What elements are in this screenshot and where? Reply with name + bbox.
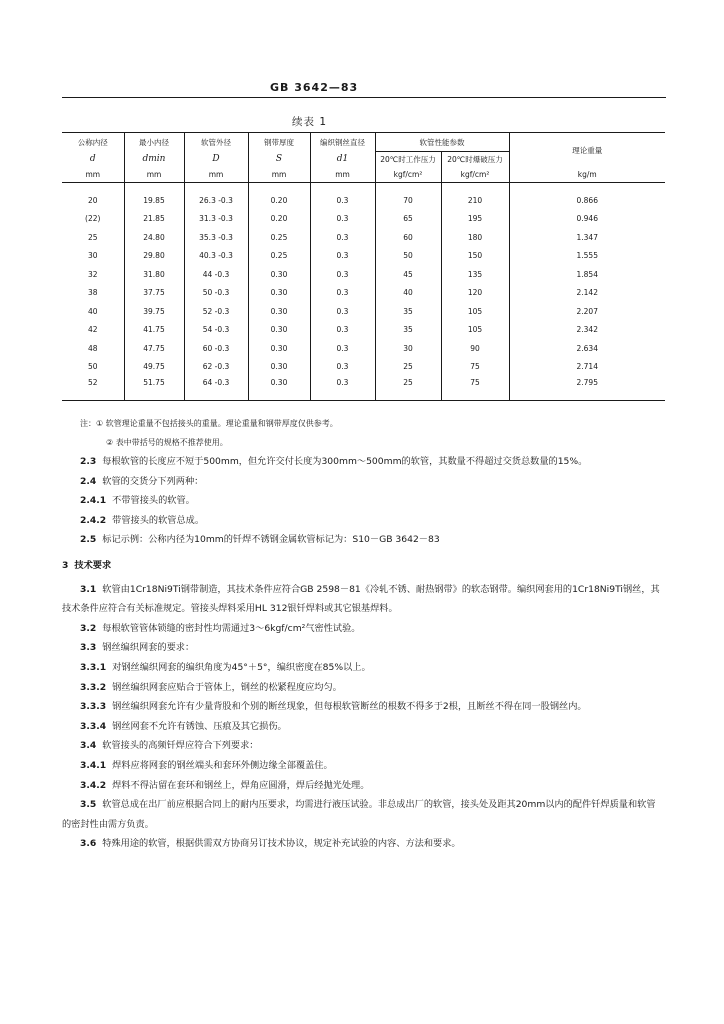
table-cell: 0.3 xyxy=(310,191,375,210)
table-cell: 26.3 -0.3 xyxy=(184,191,248,210)
table-cell: 1.854 xyxy=(509,265,665,284)
clause-text: 钢丝编织网套允许有少量背股和个别的断丝现象，但每根软管断丝的根数不得多于2根，且断丝不得在同一股钢丝内。 xyxy=(112,701,587,713)
clause-paragraph xyxy=(62,736,660,756)
table-cell: 44 -0.3 xyxy=(184,265,248,284)
table-cell: 150 xyxy=(441,247,509,266)
th-col5: 编织钢丝直径 xyxy=(310,133,375,152)
table-cell: 105 xyxy=(441,321,509,340)
table-cell: 180 xyxy=(441,228,509,247)
table-cell: 31.80 xyxy=(124,265,184,284)
clause-number: 3.4.1 xyxy=(80,759,107,771)
clause-number: 2.4.2 xyxy=(80,514,107,526)
table-row xyxy=(62,265,665,284)
clause-paragraph xyxy=(62,756,660,776)
table-notes xyxy=(80,414,338,452)
table-cell: 42 xyxy=(87,325,98,335)
table-cell: 0.3 xyxy=(310,358,375,377)
clause-number: 3.6 xyxy=(80,838,97,850)
table-cell: 0.866 xyxy=(509,191,665,210)
th-col3-unit: mm xyxy=(184,167,248,183)
table-row xyxy=(62,321,665,340)
clause-paragraph xyxy=(62,511,660,531)
table-cell: 20 xyxy=(87,195,98,205)
clause-paragraph xyxy=(62,580,660,619)
table-cell: 0.30 xyxy=(248,376,310,401)
table-cell: 49.75 xyxy=(124,358,184,377)
clause-text: 软管总成在出厂前应根据合同上的耐内压要求，均需进行液压试验。非总成出厂的软管，接头处及距其20mm以内的配件钎焊质量和软管的密封性由需方负责。 xyxy=(62,799,656,830)
table-cell: 35 xyxy=(375,321,441,340)
clause-number: 3.5 xyxy=(80,799,97,811)
table-cell: 1.347 xyxy=(509,228,665,247)
clause-paragraph xyxy=(62,658,660,678)
th-col8-unit: kg/m xyxy=(509,167,665,183)
clause-text: 软管接头的高频钎焊应符合下列要求： xyxy=(102,740,259,752)
table-cell: 64 -0.3 xyxy=(184,376,248,401)
th-col7-unit: kgf/cm² xyxy=(441,167,509,183)
clause-paragraph xyxy=(62,697,660,717)
table-cell: 52 xyxy=(62,376,124,401)
th-col5-symbol: d1 xyxy=(310,152,375,168)
table-cell: 21.85 xyxy=(124,210,184,229)
clause-text: 钢丝编织网套应贴合于管体上，钢丝的松紧程度应均匀。 xyxy=(112,681,342,693)
table-cell: 0.946 xyxy=(509,210,665,229)
table-caption: 续表 1 xyxy=(292,116,328,128)
th-perf-group: 软管性能参数 xyxy=(375,133,509,152)
table-cell: 0.3 xyxy=(310,302,375,321)
table-row xyxy=(62,210,665,229)
th-col1-unit: mm xyxy=(62,167,124,183)
table-cell: 2.714 xyxy=(509,358,665,377)
clause-text: 软管的交货分下列两种： xyxy=(102,475,204,487)
clause-number: 3 xyxy=(62,559,69,571)
table-row xyxy=(62,228,665,247)
table-cell: 70 xyxy=(375,191,441,210)
clause-number: 3.3.1 xyxy=(80,661,107,673)
table-cell: 41.75 xyxy=(124,321,184,340)
clause-text: 技术要求 xyxy=(74,559,112,571)
table-cell: 0.3 xyxy=(310,247,375,266)
table-cell: 0.3 xyxy=(310,265,375,284)
clause-number: 3.3.2 xyxy=(80,681,107,693)
th-col2: 最小内径 xyxy=(124,133,184,152)
table-cell: 24.80 xyxy=(124,228,184,247)
th-col3-symbol: D xyxy=(184,152,248,168)
th-col4-unit: mm xyxy=(248,167,310,183)
table-cell: 2.342 xyxy=(509,321,665,340)
table-cell: 0.3 xyxy=(310,210,375,229)
table-cell: 0.20 xyxy=(248,210,310,229)
clause-number: 3.3.3 xyxy=(80,701,107,713)
note-2: ② 表中带括号的规格不推荐使用。 xyxy=(106,438,228,447)
table-cell: 31.3 -0.3 xyxy=(184,210,248,229)
th-col6: 20℃时工作压力 xyxy=(375,152,441,168)
th-col4: 钢带厚度 xyxy=(248,133,310,152)
table-cell: 0.3 xyxy=(310,321,375,340)
table-cell: 120 xyxy=(441,284,509,303)
table-cell: 65 xyxy=(375,210,441,229)
table-cell: 25 xyxy=(87,232,98,242)
table-cell: 2.634 xyxy=(509,339,665,358)
clause-number: 3.4.2 xyxy=(80,779,107,791)
th-col3: 软管外径 xyxy=(184,133,248,152)
table-cell: 29.80 xyxy=(124,247,184,266)
clause-paragraph xyxy=(62,638,660,658)
table-cell: 0.30 xyxy=(248,265,310,284)
table-cell: 0.3 xyxy=(310,376,375,401)
clause-text: 不带管接头的软管。 xyxy=(112,495,195,507)
clause-paragraph xyxy=(62,834,660,854)
table-cell: 25 xyxy=(375,376,441,401)
table-cell: 39.75 xyxy=(124,302,184,321)
table-cell: 30 xyxy=(375,339,441,358)
table-cell: 50 xyxy=(375,247,441,266)
clause-text: 带管接头的软管总成。 xyxy=(112,514,205,526)
table-cell: 1.555 xyxy=(509,247,665,266)
table-cell: 210 xyxy=(441,191,509,210)
table-cell: 54 -0.3 xyxy=(184,321,248,340)
table-row xyxy=(62,302,665,321)
clause-text: 软管由1Cr18Ni9Ti钢带制造，其技术条件应符合GB 2598－81《冷轧不锈、耐热钢带》的软态钢带。编织网套用的1Cr18Ni9Ti钢丝，其技术条件应符合有关标准规定。管接头焊料采用HL 312银钎焊料或其它银基焊料。 xyxy=(62,583,660,615)
table-cell: 2.207 xyxy=(509,302,665,321)
table-cell: 37.75 xyxy=(124,284,184,303)
table-cell: 19.85 xyxy=(124,191,184,210)
clause-paragraph xyxy=(62,491,660,511)
clause-number: 2.3 xyxy=(80,456,97,467)
clause-paragraph xyxy=(62,776,660,796)
table-cell: 0.3 xyxy=(310,284,375,303)
clause-number: 2.5 xyxy=(80,534,97,546)
table-cell: 75 xyxy=(441,358,509,377)
clause-number: 2.4.1 xyxy=(80,495,107,507)
th-col1-symbol: d xyxy=(89,153,96,164)
note-1: 注：① 软管理论重量不包括接头的重量。理论重量和钢带厚度仅供参考。 xyxy=(80,419,338,428)
table-cell: 25 xyxy=(375,358,441,377)
table-cell: 52 -0.3 xyxy=(184,302,248,321)
table-cell: 60 -0.3 xyxy=(184,339,248,358)
clause-number: 3.2 xyxy=(80,622,97,634)
table-cell: 45 xyxy=(375,265,441,284)
th-col2-symbol: dmin xyxy=(124,152,184,168)
table-cell: 50 -0.3 xyxy=(184,284,248,303)
table-cell: 0.20 xyxy=(248,191,310,210)
clause-text: 焊料应将网套的钢丝端头和套环外侧边缘全部覆盖住。 xyxy=(112,759,333,771)
spec-table xyxy=(62,132,665,401)
table-row xyxy=(62,358,665,377)
table-cell: 35 xyxy=(375,302,441,321)
table-cell: 2.142 xyxy=(509,284,665,303)
clause-text: 特殊用途的软管，根据供需双方协商另订技术协议，规定补充试验的内容、方法和要求。 xyxy=(102,838,461,850)
table-cell: 40 xyxy=(375,284,441,303)
clause-paragraph xyxy=(62,678,660,698)
table-row xyxy=(62,284,665,303)
th-col6-unit: kgf/cm² xyxy=(375,167,441,183)
table-cell: 62 -0.3 xyxy=(184,358,248,377)
table-cell: 0.25 xyxy=(248,228,310,247)
clause-text: 焊料不得沾留在套环和钢丝上，焊角应圆滑，焊后经抛光处理。 xyxy=(112,779,370,791)
table-row xyxy=(62,247,665,266)
table-cell: 35.3 -0.3 xyxy=(184,228,248,247)
clause-paragraph xyxy=(62,472,660,492)
th-col2-unit: mm xyxy=(124,167,184,183)
clause-text: 钢丝网套不允许有锈蚀、压痕及其它损伤。 xyxy=(112,720,287,732)
clause-paragraph xyxy=(62,619,660,639)
table-cell: 2.795 xyxy=(509,376,665,401)
table-row xyxy=(62,339,665,358)
table-cell: 47.75 xyxy=(124,339,184,358)
table-cell: 0.30 xyxy=(248,284,310,303)
table-cell: 0.30 xyxy=(248,302,310,321)
th-col4-symbol: S xyxy=(248,152,310,168)
clause-number: 3.4 xyxy=(80,740,97,752)
table-cell: 135 xyxy=(441,265,509,284)
clause-paragraph xyxy=(62,530,660,550)
table-cell: 0.3 xyxy=(310,228,375,247)
table-row xyxy=(62,376,665,401)
table-cell: 40 xyxy=(87,306,98,316)
clause-number: 2.4 xyxy=(80,475,97,487)
clause-text: 每根软管管体锁缝的密封性均需通过3～6kgf/cm²气密性试验。 xyxy=(102,622,361,634)
clause-number: 3.1 xyxy=(80,583,97,595)
body-text xyxy=(62,452,660,854)
clause-paragraph xyxy=(62,717,660,737)
clause-paragraph xyxy=(62,795,660,834)
th-col7: 20℃时爆破压力 xyxy=(441,152,509,168)
table-cell: 48 xyxy=(87,343,98,353)
table-cell: 195 xyxy=(441,210,509,229)
table-cell: 105 xyxy=(441,302,509,321)
clause-text: 每根软管的长度应不短于500mm，但允许交付长度为300mm～500mm的软管，其数量不得超过交货总数量的15%。 xyxy=(102,456,588,467)
table-row xyxy=(62,191,665,210)
table-cell: 30 xyxy=(87,251,98,261)
header-rule xyxy=(62,97,666,98)
clause-number: 3.3 xyxy=(80,642,97,654)
clause-text: 钢丝编织网套的要求： xyxy=(102,642,195,654)
th-col1: 公称内径 xyxy=(62,133,124,152)
table-cell: 75 xyxy=(441,376,509,401)
clause-paragraph xyxy=(62,452,660,472)
table-cell: 0.30 xyxy=(248,321,310,340)
th-col8: 理论重量 xyxy=(509,133,665,168)
clause-text: 对钢丝编织网套的编织角度为45°＋5°，编织密度在85%以上。 xyxy=(112,661,371,673)
table-cell: 51.75 xyxy=(124,376,184,401)
table-cell: 0.3 xyxy=(310,339,375,358)
table-cell: (22) xyxy=(85,214,101,224)
table-cell: 0.30 xyxy=(248,358,310,377)
table-cell: 40.3 -0.3 xyxy=(184,247,248,266)
th-col5-unit: mm xyxy=(310,167,375,183)
table-cell: 60 xyxy=(375,228,441,247)
table-cell: 32 xyxy=(87,269,98,279)
table-cell: 50 xyxy=(87,362,98,372)
clause-number: 3.3.4 xyxy=(80,720,107,732)
table-cell: 0.25 xyxy=(248,247,310,266)
section-heading xyxy=(62,556,660,576)
table-cell: 0.30 xyxy=(248,339,310,358)
clause-text: 标记示例：公称内径为10mm的钎焊不锈钢金属软管标记为：S10－GB 3642－83 xyxy=(102,534,440,546)
table-cell: 90 xyxy=(441,339,509,358)
table-cell: 38 xyxy=(87,288,98,298)
page-header: GB 3642—83 xyxy=(270,81,359,94)
